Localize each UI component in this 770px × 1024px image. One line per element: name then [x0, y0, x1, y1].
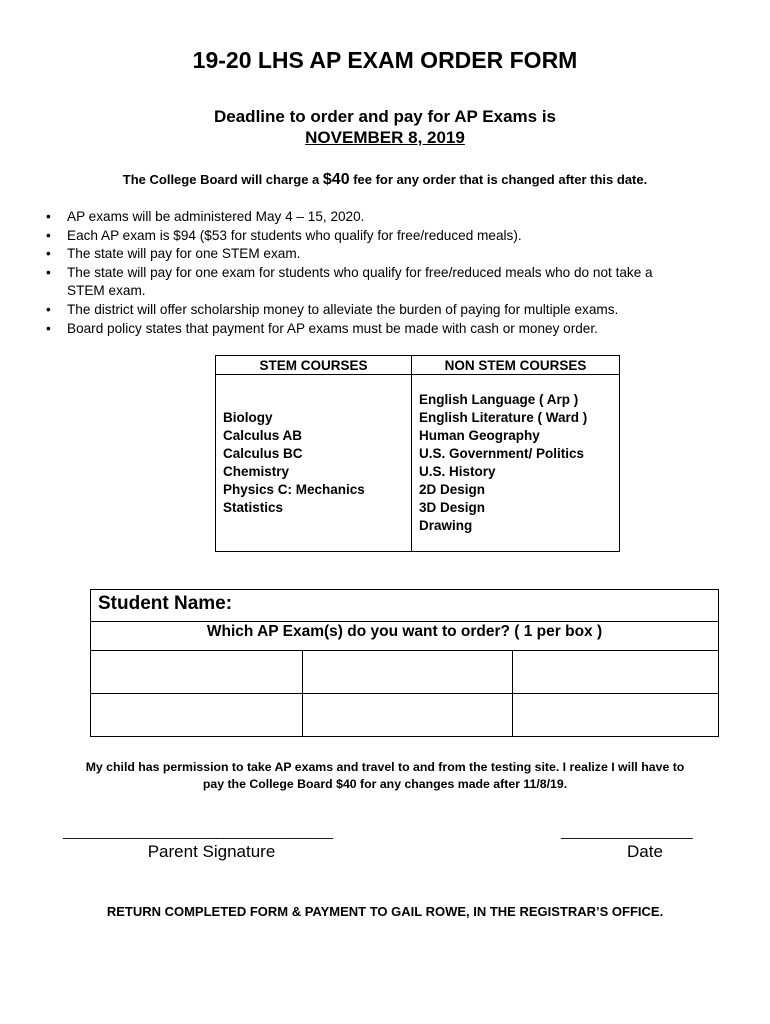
rules-list — [46, 208, 746, 338]
fee-text-before: The College Board will charge a — [122, 172, 323, 187]
non-stem-header: NON STEM COURSES — [412, 356, 620, 375]
student-name-label: Student Name: — [98, 593, 233, 614]
non-stem-course: U.S. History — [419, 464, 496, 479]
permission-statement — [40, 759, 730, 793]
date-label: Date — [627, 842, 663, 861]
exam-choice-box-3[interactable] — [513, 651, 718, 693]
return-notice: RETURN COMPLETED FORM & PAYMENT TO GAIL ROWE, IN THE REGISTRAR’S OFFICE. — [106, 904, 664, 919]
form-title: 19-20 LHS AP EXAM ORDER FORM — [192, 47, 578, 73]
fee-text-after: fee for any order that is changed after this date. — [349, 172, 648, 187]
courses-table — [215, 355, 620, 552]
permission-line: pay the College Board $40 for any changes made after 11/8/19. — [202, 777, 568, 791]
non-stem-course: 3D Design — [419, 500, 486, 515]
list-item: • The state will pay for one STEM exam. — [46, 245, 746, 264]
stem-course: Calculus BC — [223, 446, 303, 461]
exam-choice-box-4[interactable] — [91, 694, 302, 736]
deadline-notice — [0, 106, 770, 148]
stem-course: Biology — [223, 410, 273, 425]
parent-signature-label: Parent Signature — [147, 842, 276, 861]
stem-header: STEM COURSES — [216, 356, 412, 375]
list-item: • AP exams will be administered May 4 – 15, 2020. — [46, 208, 746, 227]
list-item: • Each AP exam is $94 ($53 for students who qualify for free/reduced meals). — [46, 227, 746, 246]
stem-course: Physics C: Mechanics — [223, 482, 365, 497]
non-stem-courses-cell — [412, 375, 620, 552]
stem-course: Calculus AB — [223, 428, 303, 443]
date-line[interactable]: __________________ — [561, 823, 693, 839]
non-stem-course: English Literature ( Ward ) — [419, 410, 588, 425]
list-item: • The district will offer scholarship money to alleviate the burden of paying for multiple exams. — [46, 301, 746, 320]
list-item: • The state will pay for one exam for students who qualify for free/reduced meals who do not take a STEM exam. — [46, 264, 667, 301]
stem-courses-cell — [216, 375, 412, 552]
deadline-date: NOVEMBER 8, 2019 — [305, 128, 465, 147]
exam-choice-box-5[interactable] — [303, 694, 512, 736]
list-item: • Board policy states that payment for AP exams must be made with cash or money order. — [46, 320, 746, 339]
non-stem-course: English Language ( Arp ) — [419, 392, 579, 407]
permission-line: My child has permission to take AP exams and travel to and from the testing site. I realize I will have to — [85, 760, 685, 774]
divider — [90, 621, 719, 622]
non-stem-course: Drawing — [419, 518, 473, 533]
exam-choice-box-6[interactable] — [513, 694, 718, 736]
exam-choice-box-1[interactable] — [91, 651, 302, 693]
exam-question: Which AP Exam(s) do you want to order? ( 1 per box ) — [206, 623, 603, 640]
stem-course: Chemistry — [223, 464, 290, 479]
deadline-text: Deadline to order and pay for AP Exams is — [214, 107, 556, 126]
parent-signature-line[interactable]: _____________________________________ — [63, 823, 333, 839]
fee-amount: $40 — [322, 171, 350, 188]
fee-notice — [0, 171, 770, 189]
non-stem-course: 2D Design — [419, 482, 486, 497]
stem-course: Statistics — [223, 500, 284, 515]
non-stem-course: Human Geography — [419, 428, 540, 443]
exam-choice-box-2[interactable] — [303, 651, 512, 693]
non-stem-course: U.S. Government/ Politics — [419, 446, 585, 461]
